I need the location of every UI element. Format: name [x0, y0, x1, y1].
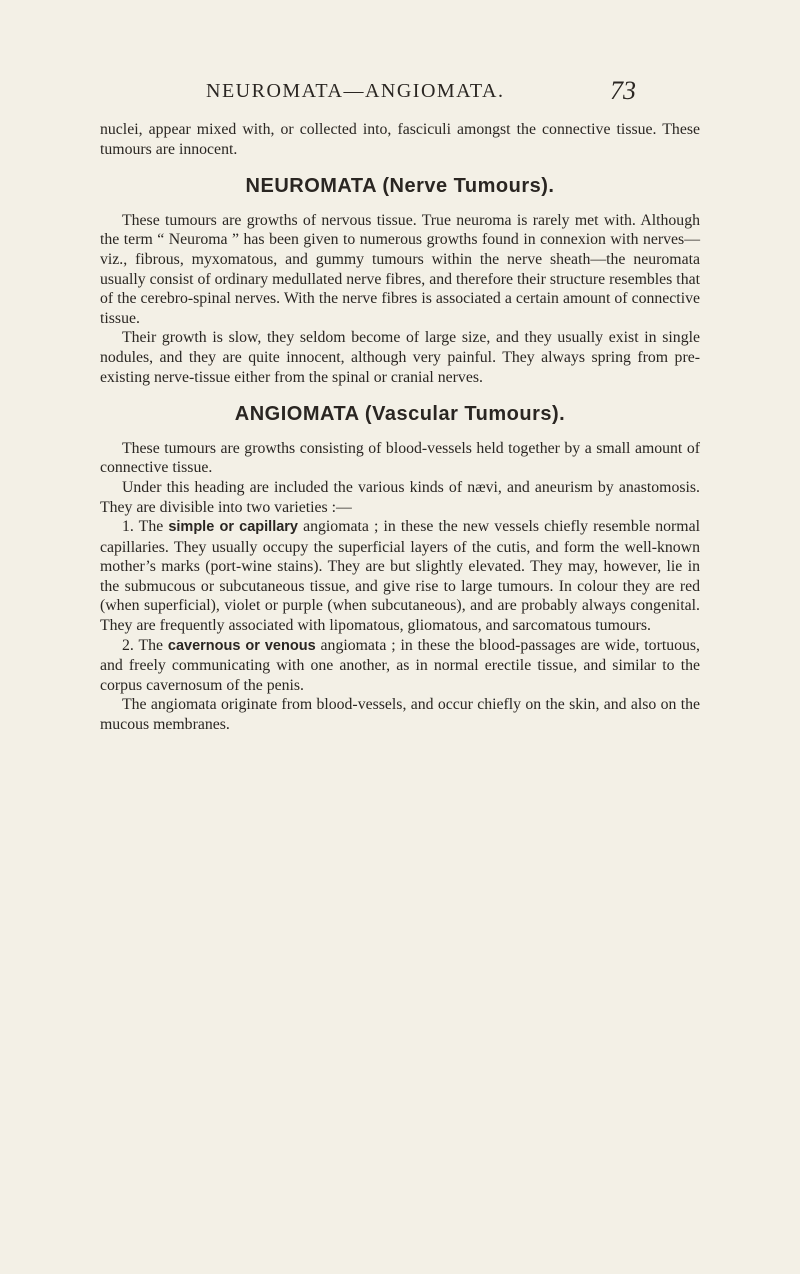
variety-2-term: cavernous or venous	[167, 637, 316, 654]
neuromata-paragraph-2: Their growth is slow, they seldom become of large size, and they usually exist in single nodules, and they are quite innocent, although very painful. They always spring from pre-existing nerve-tissue either from the spinal or cranial nerves.	[100, 329, 700, 386]
neuromata-heading: NEUROMATA (Nerve Tumours).	[245, 175, 555, 198]
variety-item-2	[100, 636, 700, 696]
variety-2-text: angiomata ; in these the blood-passages are wide, tortuous, and freely communicating with one another, as in normal erectile tissue, and similar to the corpus cavernosum of the penis.	[100, 636, 701, 694]
running-head	[0, 76, 800, 110]
continued-paragraph: nuclei, appear mixed with, or collected into, fasciculi amongst the connective tissue. These tumours are innocent.	[100, 121, 700, 158]
angiomata-paragraph-1: These tumours are growths consisting of blood-vessels held together by a small amount of connective tissue.	[100, 439, 700, 477]
body-text	[100, 120, 700, 735]
variety-2-number: 2. The	[122, 636, 164, 654]
variety-1-text: angiomata ; in these the new vessels chiefly resemble normal capillaries. They usually occupy the superficial layers of the cutis, and form the well-known mother’s marks (port-wine stains). They are but slightly elevated. They may, however, lie in the submucous or subcutaneous tissue, and give rise to large tumours. In colour they are red (when superficial), violet or purple (when subcutaneous), and are probably always congenital. They are frequently associated with lipomatous, gliomatous, and sarcomatous tumours.	[100, 518, 700, 635]
angiomata-heading: ANGIOMATA (Vascular Tumours).	[234, 403, 566, 426]
page-number: 73	[610, 76, 636, 105]
angiomata-paragraph-2: Under this heading are included the various kinds of nævi, and aneurism by anastomosis. They are divisible into two varieties :—	[100, 478, 700, 516]
running-title: NEUROMATA—ANGIOMATA.	[206, 80, 505, 102]
variety-1-number: 1. The	[122, 518, 164, 536]
neuromata-paragraph-1: These tumours are growths of nervous tissue. True neuroma is rarely met with. Although the term “ Neuroma ” has been given to numerous growths found in connexion with nerves—viz., fibrous, myxomatous, and gummy tumours within the nerve sheath—the neuromata usually consist of ordinary medullated nerve fibres, and therefore their structure resembles that of the cerebro-spinal nerves. With the nerve fibres is associated a certain amount of connective tissue.	[100, 211, 700, 327]
variety-1-term: simple or capillary	[168, 519, 298, 536]
variety-item-1	[100, 517, 700, 636]
angiomata-final-paragraph: The angiomata originate from blood-vessels, and occur chiefly on the skin, and also on the mucous membranes.	[100, 696, 700, 734]
